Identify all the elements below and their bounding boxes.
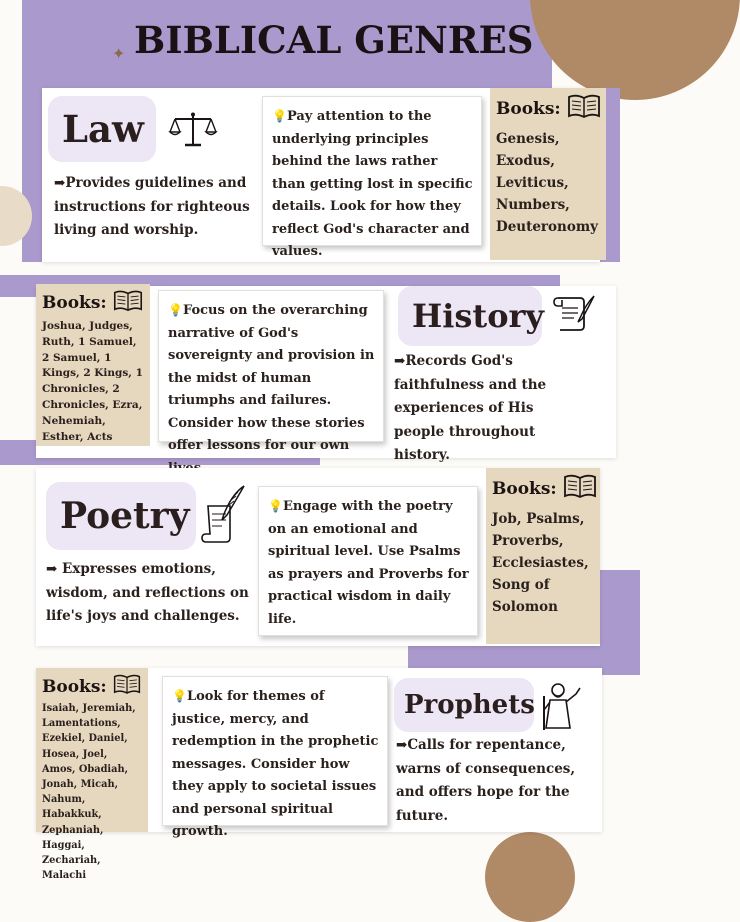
left-lavender-band-1 [22,88,42,262]
books-heading: Books: [496,93,600,124]
lightbulb-icon: 💡 [272,109,287,123]
books-heading: Books: [492,473,594,504]
law-tip-text: Pay attention to the underlying principles behind the laws rather than getting lost in specific details. Look for how they reflect God's character and values. [272,109,473,259]
history-books-box [36,284,150,446]
poetry-books-box [486,468,600,644]
prophets-books-box [36,668,148,882]
history-description: ➡Records God's faithfulness and the experiences of His people throughout history. [394,353,547,463]
page-title: BIBLICAL GENRES [134,18,534,62]
history-books-list: Joshua, Judges, Ruth, 1 Samuel, 2 Samuel, 1 Kings, 2 Kings, 1 Chronicles, 2 Chronicles, Ezra, Nehemiah, Esther, Acts [42,320,143,443]
history-genre-name: History [412,297,544,335]
prophets-genre-name: Prophets [404,690,535,720]
prophet-icon [540,680,584,732]
history-genre-pill [398,286,542,346]
poetry-genre-pill [46,482,196,550]
prophets-tip-card [162,676,388,839]
arrow-icon: ➡ [46,561,58,577]
lightbulb-icon: 💡 [268,499,283,513]
law-books-box [490,88,606,260]
arrow-icon: ➡ [396,737,408,753]
prophets-books-list: Isaiah, Jeremiah, Lamentations, Ezekiel, Daniel, Hosea, Joel, Amos, Obadiah, Jonah, Micah, Nahum, Habakkuk, Zephaniah, Haggai, Zechariah, Malachi [42,703,136,882]
open-book-icon [563,473,597,504]
lightbulb-icon: 💡 [168,303,183,317]
poetry-tip-card [258,486,478,636]
open-book-icon [113,673,141,700]
poetry-books-list: Job, Psalms, Proverbs, Ecclesiastes, Song of Solomon [492,511,589,615]
law-genre-name: Law [62,107,144,151]
arrow-icon: ➡ [394,353,406,369]
tan-circle-top-right [530,0,740,100]
prophets-description: ➡Calls for repentance, warns of consequences, and offers hope for the future. [396,737,576,824]
poetry-description: ➡ Expresses emotions, wisdom, and reflections on life's joys and challenges. [46,561,249,624]
history-tip-text: Focus on the overarching narrative of God's sovereignty and provision in the midst of human triumphs and failures. Consider how these stories offer lessons for our own [168,303,375,453]
law-description: ➡Provides guidelines and instructions for righteous living and worship. [54,175,250,238]
prophets-tip-text: Look for themes of justice, mercy, and redemption in the prophetic messages. Consider how they apply to societal issues and personal spiritual growth. [172,689,379,839]
scales-icon [170,112,216,148]
arrow-icon: ➡ [54,175,66,191]
scroll-quill-icon [552,292,596,332]
lightbulb-icon: 💡 [172,689,187,703]
open-book-icon [567,93,601,124]
tan-circle-bottom [485,832,575,922]
prophets-genre-pill [394,678,534,732]
books-heading: Books: [42,289,144,317]
poetry-tip-text: Engage with the poetry on an emotional and spiritual level. Use Psalms as prayers and Proverbs for practical wisdom in daily life. [268,499,469,627]
history-tip-card [158,290,384,453]
books-heading: Books: [42,673,142,700]
law-tip-card [262,96,482,259]
law-books-list: Genesis, Exodus, Leviticus, Numbers, Deuteronomy [496,131,599,235]
sparkle-icon: ✦ [112,44,126,63]
quill-scroll-icon [200,484,248,546]
law-genre-pill [48,96,156,162]
poetry-genre-name: Poetry [60,495,190,537]
open-book-icon [113,289,143,317]
